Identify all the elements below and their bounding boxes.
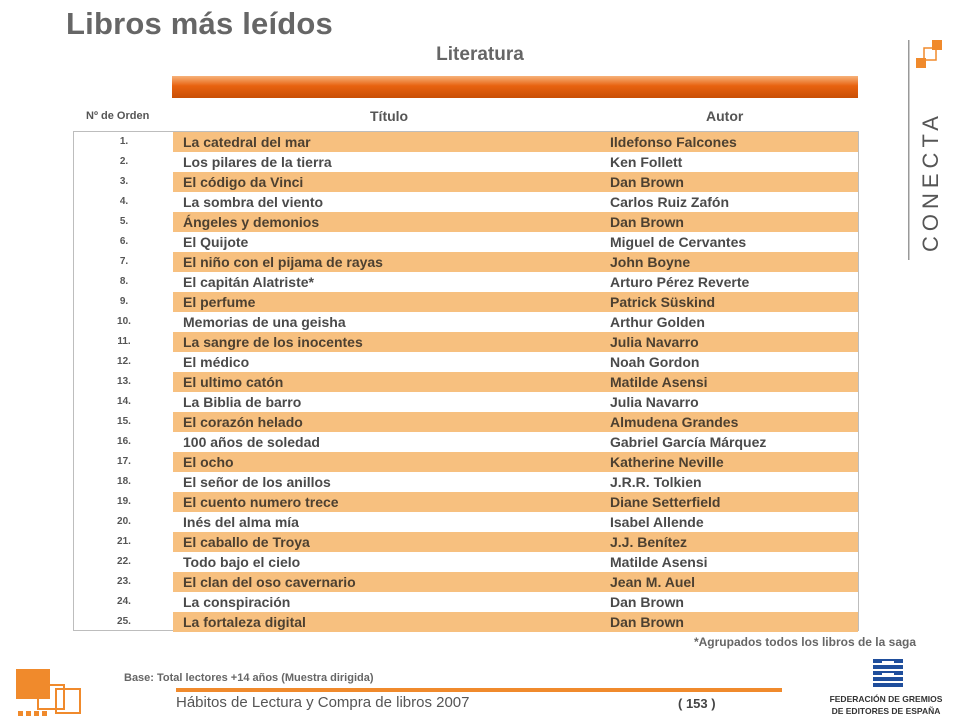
table-row <box>74 152 858 172</box>
row-book-title: Memorias de una geisha <box>183 314 346 330</box>
row-order-number: 15. <box>117 416 131 427</box>
row-book-author: Arthur Golden <box>610 314 705 330</box>
column-header-title: Título <box>370 108 409 124</box>
row-order-number: 12. <box>117 356 131 367</box>
report-title: Hábitos de Lectura y Compra de libros 2007 <box>176 694 470 711</box>
row-book-author: J.J. Benítez <box>602 532 858 552</box>
row-book-author: Patrick Süskind <box>602 292 858 312</box>
row-book-author: John Boyne <box>602 252 858 272</box>
table-row <box>74 252 858 272</box>
row-order-number: 25. <box>117 616 131 627</box>
row-book-author: Almudena Grandes <box>602 412 858 432</box>
row-order-number: 7. <box>119 256 129 267</box>
row-book-title: La sombra del viento <box>183 194 324 210</box>
row-order-number: 1. <box>119 136 129 147</box>
row-book-author: Jean M. Auel <box>602 572 858 592</box>
row-order-number: 23. <box>117 576 131 587</box>
row-order-number: 13. <box>117 376 131 387</box>
table-row <box>74 412 858 432</box>
row-book-title: El niño con el pijama de rayas <box>173 252 602 272</box>
table-row <box>74 332 858 352</box>
footer-divider <box>176 688 782 692</box>
row-order-number: 24. <box>117 596 131 607</box>
row-book-title: Los pilares de la tierra <box>183 154 332 170</box>
table-row <box>74 512 858 532</box>
row-book-title: La fortaleza digital <box>173 612 602 632</box>
table-row <box>74 132 858 152</box>
row-book-title: El caballo de Troya <box>173 532 602 552</box>
row-book-title: El perfume <box>173 292 602 312</box>
row-order-number: 18. <box>117 476 131 487</box>
row-order-number: 4. <box>119 196 129 207</box>
row-book-author: Diane Setterfield <box>602 492 858 512</box>
table-row <box>74 592 858 612</box>
row-order-number: 14. <box>117 396 131 407</box>
row-order-number: 11. <box>117 336 131 347</box>
row-book-author: Julia Navarro <box>610 394 699 410</box>
table-row <box>74 472 858 492</box>
table-row <box>74 292 858 312</box>
row-book-author: Arturo Pérez Reverte <box>610 274 750 290</box>
table-row <box>74 372 858 392</box>
row-book-author: Dan Brown <box>602 212 858 232</box>
column-header-author: Autor <box>706 108 744 124</box>
sample-base-note: Base: Total lectores +14 años (Muestra dirigida) <box>124 672 374 684</box>
page-title: Libros más leídos <box>66 6 333 41</box>
row-book-title: El código da Vinci <box>173 172 602 192</box>
row-book-author: Julia Navarro <box>602 332 858 352</box>
table-row <box>74 312 858 332</box>
header-bar <box>172 76 858 98</box>
table-row <box>74 492 858 512</box>
row-book-title: El señor de los anillos <box>183 474 331 490</box>
column-header-order: Nº de Orden <box>86 110 150 122</box>
row-order-number: 8. <box>119 276 129 287</box>
table-row <box>74 532 858 552</box>
row-book-title: El corazón helado <box>173 412 602 432</box>
row-book-author: Matilde Asensi <box>602 372 858 392</box>
svg-text:DE EDITORES DE ESPAÑA: DE EDITORES DE ESPAÑA <box>831 706 941 716</box>
row-order-number: 9. <box>119 296 129 307</box>
row-book-title: El Quijote <box>183 234 249 250</box>
table-row <box>74 212 858 232</box>
row-book-title: La sangre de los inocentes <box>173 332 602 352</box>
row-order-number: 10. <box>117 316 131 327</box>
row-order-number: 19. <box>117 496 131 507</box>
conecta-logo-text: CONECTA <box>918 111 943 252</box>
table-row <box>74 452 858 472</box>
section-subtitle: Literatura <box>436 44 524 65</box>
row-book-author: Katherine Neville <box>602 452 858 472</box>
row-order-number: 3. <box>119 176 129 187</box>
row-book-title: El capitán Alatriste* <box>183 274 314 290</box>
row-book-author: Isabel Allende <box>610 514 704 530</box>
svg-text:FEDERACIÓN DE GREMIOS: FEDERACIÓN DE GREMIOS <box>829 694 943 704</box>
table-row <box>74 432 858 452</box>
ranking-table <box>73 131 859 631</box>
row-book-title: El médico <box>183 354 250 370</box>
footnote: *Agrupados todos los libros de la saga <box>693 635 916 649</box>
row-order-number: 20. <box>117 516 131 527</box>
row-book-title: El ocho <box>173 452 602 472</box>
row-book-title: Todo bajo el cielo <box>183 554 301 570</box>
row-book-author: Miguel de Cervantes <box>610 234 747 250</box>
table-row <box>74 352 858 372</box>
row-order-number: 17. <box>117 456 131 467</box>
row-book-author: Matilde Asensi <box>610 554 708 570</box>
page-number: ( 153 ) <box>678 696 716 711</box>
row-book-title: La catedral del mar <box>173 132 602 152</box>
row-book-author: Carlos Ruiz Zafón <box>610 194 730 210</box>
table-row <box>74 392 858 412</box>
row-book-author: Dan Brown <box>602 612 858 632</box>
corner-squares-logo <box>16 665 84 720</box>
table-row <box>74 612 858 632</box>
row-order-number: 6. <box>119 236 129 247</box>
federation-logo <box>818 657 954 719</box>
row-book-title: Inés del alma mía <box>183 514 299 530</box>
table-row <box>74 552 858 572</box>
table-row <box>74 172 858 192</box>
row-book-author: Ken Follett <box>610 154 683 170</box>
row-book-title: La conspiración <box>183 594 291 610</box>
row-book-title: La Biblia de barro <box>183 394 302 410</box>
row-book-title: El cuento numero trece <box>173 492 602 512</box>
row-book-author: Gabriel García Márquez <box>610 434 767 450</box>
row-order-number: 22. <box>117 556 131 567</box>
row-book-author: Dan Brown <box>602 172 858 192</box>
row-book-title: Ángeles y demonios <box>173 212 602 232</box>
table-row <box>74 272 858 292</box>
row-book-title: El clan del oso cavernario <box>173 572 602 592</box>
row-book-author: Ildefonso Falcones <box>602 132 858 152</box>
table-row <box>74 572 858 592</box>
row-order-number: 21. <box>117 536 131 547</box>
conecta-logo <box>906 40 946 260</box>
row-order-number: 2. <box>119 156 129 167</box>
row-book-title: 100 años de soledad <box>183 434 320 450</box>
table-row <box>74 192 858 212</box>
row-order-number: 5. <box>119 216 129 227</box>
row-book-author: Noah Gordon <box>610 354 700 370</box>
table-row <box>74 232 858 252</box>
row-order-number: 16. <box>117 436 131 447</box>
row-book-author: Dan Brown <box>610 594 684 610</box>
row-book-title: El ultimo catón <box>173 372 602 392</box>
row-book-author: J.R.R. Tolkien <box>610 474 702 490</box>
